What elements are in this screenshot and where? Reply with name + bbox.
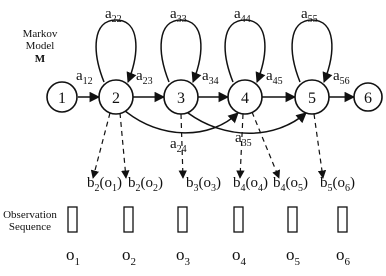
observation-box-5 bbox=[288, 207, 297, 232]
observation-box-4 bbox=[234, 207, 243, 232]
model-symbol: M bbox=[34, 53, 46, 65]
emission-label-1: $b_2(o_1)$ bbox=[87, 175, 122, 194]
model-label-line1: Markov bbox=[22, 28, 58, 40]
observation-label-line1: Observation bbox=[3, 209, 57, 221]
label-a44: $a_{44}$ bbox=[234, 6, 251, 25]
state-6 bbox=[354, 83, 382, 111]
observation-box-1 bbox=[68, 207, 77, 232]
state-3-label: 3 bbox=[177, 90, 185, 107]
label-a56: $a_{56}$ bbox=[333, 68, 350, 87]
observation-label-o5: $o_5$ bbox=[286, 245, 300, 268]
state-5 bbox=[295, 80, 329, 114]
state-3 bbox=[164, 80, 198, 114]
state-1 bbox=[47, 82, 77, 112]
self-loop-2 bbox=[96, 20, 136, 82]
emission-line-2 bbox=[120, 113, 126, 178]
observation-box-3 bbox=[178, 207, 187, 232]
label-a34: $a_{34}$ bbox=[202, 68, 219, 87]
state-2 bbox=[99, 80, 133, 114]
observation-label-o1: $o_1$ bbox=[66, 245, 80, 268]
emission-label-5: $b_4(o_5)$ bbox=[273, 175, 308, 194]
observation-label-o3: $o_3$ bbox=[176, 245, 190, 268]
self-loop-4 bbox=[225, 20, 265, 82]
state-6-label: 6 bbox=[364, 90, 372, 107]
observation-label-o6: $o_6$ bbox=[336, 245, 350, 268]
state-4-label: 4 bbox=[241, 90, 249, 107]
observation-label-o2: $o_2$ bbox=[122, 245, 136, 268]
emission-label-6: $b_5(o_6)$ bbox=[320, 175, 355, 194]
label-a33: $a_{33}$ bbox=[170, 6, 187, 25]
self-loop-3 bbox=[161, 20, 201, 82]
observation-label-line2: Sequence bbox=[8, 221, 52, 233]
state-4 bbox=[228, 80, 262, 114]
self-loop-5 bbox=[292, 20, 332, 82]
label-a12: $a_{12}$ bbox=[76, 68, 93, 87]
emission-line-6 bbox=[314, 114, 323, 178]
state-1-label: 1 bbox=[58, 90, 66, 107]
label-a35: $a_{35}$ bbox=[235, 130, 252, 149]
emission-line-1 bbox=[93, 113, 110, 178]
emission-line-5 bbox=[252, 112, 279, 178]
emission-label-2: $b_2(o_2)$ bbox=[128, 175, 163, 194]
emission-label-4: $b_4(o_4)$ bbox=[233, 175, 268, 194]
state-5-label: 5 bbox=[308, 90, 316, 107]
label-a55: $a_{55}$ bbox=[301, 6, 318, 25]
label-a24: $a_{24}$ bbox=[170, 136, 187, 155]
emission-label-3: $b_3(o_3)$ bbox=[186, 175, 221, 194]
label-a22: $a_{22}$ bbox=[105, 6, 122, 25]
observation-box-6 bbox=[338, 207, 347, 232]
label-a45: $a_{45}$ bbox=[266, 68, 283, 87]
model-label-line2: Model bbox=[25, 40, 55, 52]
state-2-label: 2 bbox=[112, 90, 120, 107]
observation-box-2 bbox=[124, 207, 133, 232]
observation-label-o4: $o_4$ bbox=[232, 245, 246, 268]
label-a23: $a_{23}$ bbox=[136, 68, 153, 87]
